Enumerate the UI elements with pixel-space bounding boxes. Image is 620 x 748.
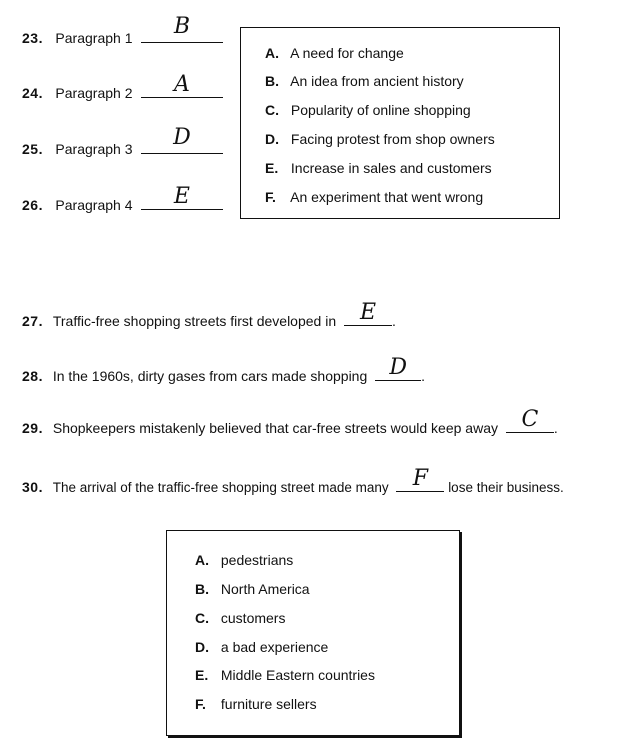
heading-options-box [240, 27, 560, 219]
option-letter: D. [265, 131, 279, 147]
option-text: North America [220, 581, 310, 597]
question-label: Paragraph 2 [55, 85, 133, 101]
option-letter: A. [195, 552, 209, 568]
sentence-end: . [421, 368, 426, 384]
option-letter: D. [195, 639, 209, 655]
completion-option-c [195, 610, 285, 626]
question-27 [22, 300, 396, 329]
question-30 [22, 466, 564, 495]
answer-blank[interactable] [141, 184, 223, 210]
option-letter: E. [195, 667, 209, 683]
question-number: 25. [22, 141, 43, 157]
option-letter: B. [195, 581, 209, 597]
heading-option-b [265, 73, 464, 89]
option-text: A need for change [290, 45, 404, 61]
option-text: furniture sellers [220, 696, 317, 712]
option-text: a bad experience [220, 639, 329, 655]
completion-options-box [166, 530, 460, 736]
handwritten-answer: A [173, 72, 190, 97]
question-number: 29. [22, 420, 43, 436]
option-text: Middle Eastern countries [220, 667, 375, 683]
sentence-end: lose their business. [448, 480, 564, 495]
option-letter: B. [265, 73, 279, 89]
answer-blank[interactable] [375, 355, 421, 381]
question-label: Paragraph 1 [55, 30, 133, 46]
question-number: 23. [22, 30, 43, 46]
option-text: Facing protest from shop owners [290, 131, 495, 147]
completion-option-f [195, 696, 317, 712]
completion-option-e [195, 667, 375, 683]
option-text: An experiment that went wrong [290, 189, 484, 205]
answer-blank[interactable] [506, 407, 554, 433]
question-number: 26. [22, 197, 43, 213]
question-label: Paragraph 4 [55, 197, 133, 213]
question-26 [22, 184, 223, 215]
sentence-text: The arrival of the traffic-free shopping street made many [52, 480, 389, 495]
handwritten-answer: D [389, 355, 407, 380]
sentence-end: . [553, 420, 558, 436]
answer-blank[interactable] [141, 72, 223, 98]
option-letter: C. [195, 610, 209, 626]
sentence-end: . [392, 313, 396, 329]
question-number: 30. [22, 479, 43, 495]
option-letter: A. [265, 45, 279, 61]
completion-option-b [195, 581, 310, 597]
completion-option-d [195, 639, 328, 655]
handwritten-answer: D [173, 125, 191, 150]
option-text: customers [220, 610, 286, 626]
question-number: 27. [22, 313, 43, 329]
handwritten-answer: F [412, 466, 429, 491]
option-letter: F. [265, 189, 276, 205]
sentence-text: Shopkeepers mistakenly believed that car-free streets would keep away [52, 420, 498, 436]
heading-option-d [265, 131, 495, 147]
sentence-text: Traffic-free shopping streets first developed in [52, 313, 337, 329]
heading-option-c [265, 102, 471, 118]
option-letter: E. [265, 160, 279, 176]
answer-blank[interactable] [396, 466, 444, 492]
answer-blank[interactable] [141, 125, 223, 154]
question-29 [22, 407, 558, 436]
question-25 [22, 125, 223, 159]
option-text: Increase in sales and customers [290, 160, 492, 176]
question-label: Paragraph 3 [55, 141, 133, 157]
handwritten-answer: E [359, 300, 377, 325]
heading-option-a [265, 45, 404, 61]
question-number: 24. [22, 85, 43, 101]
option-letter: C. [265, 102, 279, 118]
question-23 [22, 14, 223, 48]
handwritten-answer: C [521, 407, 539, 432]
heading-option-e [265, 160, 492, 176]
question-28 [22, 355, 426, 384]
option-text: pedestrians [220, 552, 294, 568]
handwritten-answer: B [173, 14, 191, 39]
question-number: 28. [22, 368, 43, 384]
answer-blank[interactable] [141, 14, 223, 43]
completion-option-a [195, 552, 293, 568]
option-text: An idea from ancient history [290, 73, 464, 89]
answer-blank[interactable] [344, 300, 392, 326]
question-24 [22, 72, 223, 103]
handwritten-answer: E [173, 184, 190, 209]
option-text: Popularity of online shopping [290, 102, 471, 118]
heading-option-f [265, 189, 483, 205]
sentence-text: In the 1960s, dirty gases from cars made shopping [52, 368, 368, 384]
option-letter: F. [195, 696, 206, 712]
